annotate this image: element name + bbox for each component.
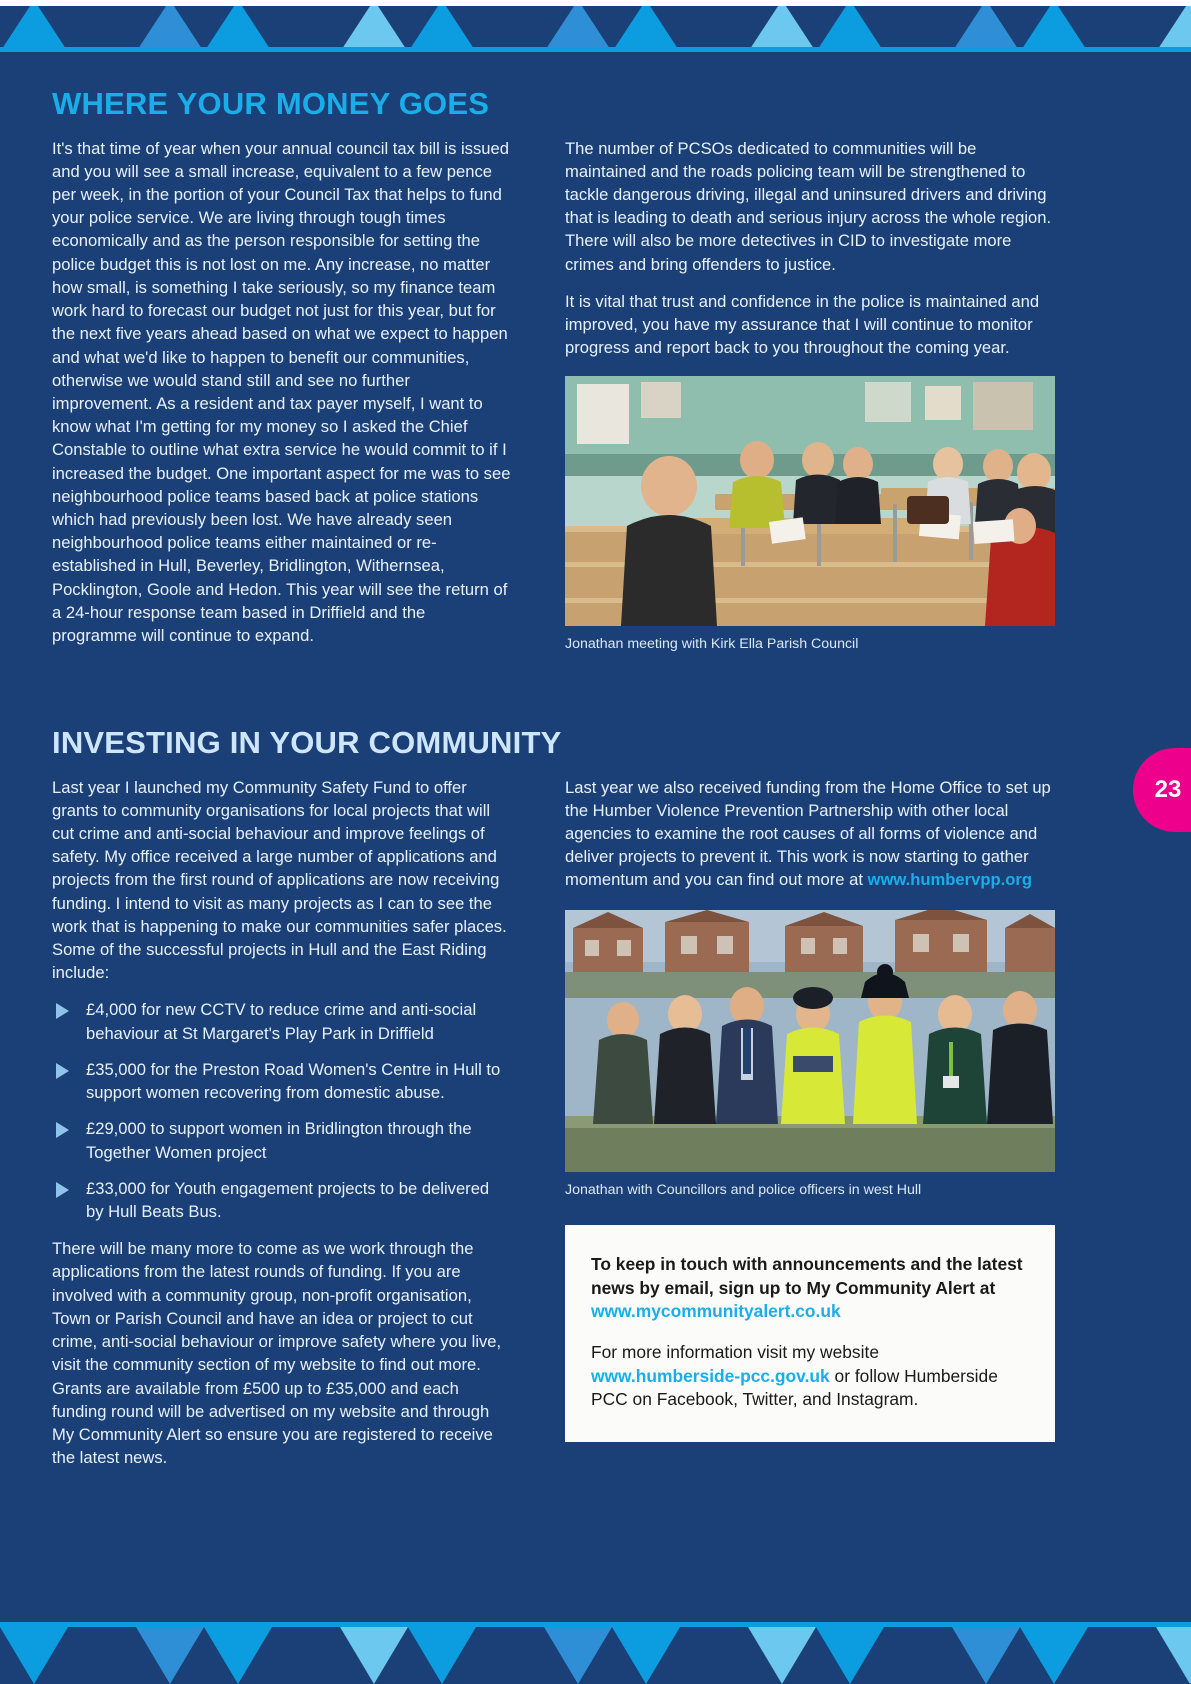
list-item-label: £35,000 for the Preston Road Women's Centre in Hull to support women recovering from domestic abuse. bbox=[86, 1059, 501, 1103]
section1-right-paragraph-2: It is vital that trust and confidence in the police is maintained and improved, you have my assurance that I will continue to monitor progress and report back to you throughout the coming year. bbox=[565, 291, 1040, 358]
section1-left-paragraph: It's that time of year when your annual council tax bill is issued and you will see a small increase, equivalent to a few pence per week, in the portion of your Council Tax that helps to fund your police service. We are living through tough times economically and as the person responsible for setting the police budget this is not lost on me. Any increase, no matter how small, is something I take seriously, so my finance team work hard to forecast our budget not just for this year, but for the next five years ahead based on what we expect to happen and what we'd like to happen to benefit our communities, otherwise we would stand still and see no further improvement. As a resident and tax payer myself, I want to know what I'm getting for my money so I asked the Chief Constable to outline what extra service he would commit to if I increased the budget. One important aspect for me was to see neighbourhood police teams based back at police stations which had previously been lost. We have already seen neighbourhood police teams either maintained or re-established in Hull, Beverley, Bridlington, Withernsea, Pocklington, Goole and Hedon. This year will see the return of a 24-hour response team based in Driffield and the programme will continue to expand. bbox=[52, 138, 511, 646]
section2-right-text: Last year we also received funding from the Home Office to set up the Humber Violence Prevention Partnership with other local agencies to examine the root causes of all forms of violence and deliver projects to prevent it. This work is now starting to gather momentum and you can find out more at bbox=[565, 777, 1051, 890]
section-title-investing-in-your-community: INVESTING IN YOUR COMMUNITY bbox=[52, 724, 562, 760]
triangle-bullet-icon bbox=[56, 1122, 69, 1138]
list-item bbox=[52, 1177, 511, 1223]
triangle-bullet-icon bbox=[56, 1182, 69, 1198]
section1-right-paragraph-1: The number of PCSOs dedicated to communities will be maintained and the roads policing team will be strengthened to tackle dangerous driving, illegal and uninsured drivers and driving that is leading to death and serious injury across the whole region. There will also be more detectives in CID to investigate more crimes and bring offenders to justice. bbox=[565, 138, 1052, 274]
section1-left-column bbox=[52, 137, 511, 648]
section2-outro-paragraph: There will be many more to come as we work through the applications from the latest rounds of funding. If you are involved with a community group, non-profit organisation, Town or Parish Council and have an idea or project to cut crime, anti-social behaviour or improve safety where you live, visit the community section of my website to find out more. Grants are available from £500 up to £35,000 and each funding round will be advertised on my website and through My Community Alert so ensure you are registered to receive the latest news. bbox=[52, 1239, 502, 1468]
section2-right-paragraph bbox=[565, 776, 1055, 892]
link-mycommunityalert[interactable]: www.mycommunityalert.co.uk bbox=[591, 1301, 841, 1322]
infobox-plain-text-after: or follow Humberside PCC on Facebook, Twitter, and Instagram. bbox=[591, 1365, 998, 1410]
section2-intro-paragraph: Last year I launched my Community Safety Fund to offer grants to community organisations for local projects that will cut crime and anti-social behaviour and improve feelings of safety. My office received a large number of applications and projects from the first round of applications are now receiving funding. I intend to visit as many projects as I can to see the work that is happening to make our communities safer places. Some of the successful projects in Hull and the East Riding include: bbox=[52, 777, 507, 983]
infobox-plain-paragraph bbox=[591, 1341, 1029, 1412]
page-content bbox=[52, 88, 1055, 1469]
link-humbervpp[interactable]: www.humbervpp.org bbox=[867, 870, 1032, 890]
keep-in-touch-infobox bbox=[565, 1225, 1055, 1442]
funded-projects-list bbox=[52, 998, 511, 1223]
list-item-label: £4,000 for new CCTV to reduce crime and anti-social behaviour at St Margaret's Play Park in Driffield bbox=[86, 1000, 477, 1043]
photo-caption-councillors: Jonathan with Councillors and police officers in west Hull bbox=[565, 1181, 922, 1198]
top-band-rule bbox=[0, 47, 1191, 52]
section1-columns bbox=[52, 137, 1055, 653]
list-item-label: £33,000 for Youth engagement projects to be delivered by Hull Beats Bus. bbox=[86, 1178, 490, 1222]
list-item bbox=[52, 1058, 511, 1104]
section2-columns bbox=[52, 776, 1055, 1470]
list-item bbox=[52, 1117, 511, 1163]
section2-right-column bbox=[565, 776, 1055, 1443]
link-humberside-pcc[interactable]: www.humberside-pcc.gov.uk bbox=[591, 1365, 830, 1386]
list-item bbox=[52, 998, 511, 1044]
photo-councillors-and-officers bbox=[565, 910, 1055, 1172]
bottom-band-rule bbox=[0, 1622, 1191, 1627]
section-spacer bbox=[52, 653, 1055, 727]
top-decorative-band bbox=[0, 0, 1191, 52]
bottom-decorative-band bbox=[0, 1622, 1191, 1684]
section1-right-column bbox=[565, 137, 1055, 653]
infobox-bold-text: To keep in touch with announcements and the latest news by email, sign up to My Community Alert at bbox=[591, 1254, 1023, 1298]
triangle-bullet-icon bbox=[56, 1003, 69, 1019]
page-number-badge: 23 bbox=[1133, 748, 1191, 832]
photo-caption-parish-council: Jonathan meeting with Kirk Ella Parish Council bbox=[565, 635, 859, 652]
infobox-plain-text-before: For more information visit my website bbox=[591, 1342, 879, 1363]
photo-parish-council-meeting bbox=[565, 376, 1055, 626]
infobox-bold-paragraph bbox=[591, 1253, 1029, 1324]
list-item-label: £29,000 to support women in Bridlington through the Together Women project bbox=[86, 1119, 472, 1162]
triangle-bullet-icon bbox=[56, 1063, 69, 1079]
section2-left-column bbox=[52, 776, 511, 1470]
section-title-where-your-money-goes: WHERE YOUR MONEY GOES bbox=[52, 86, 490, 121]
